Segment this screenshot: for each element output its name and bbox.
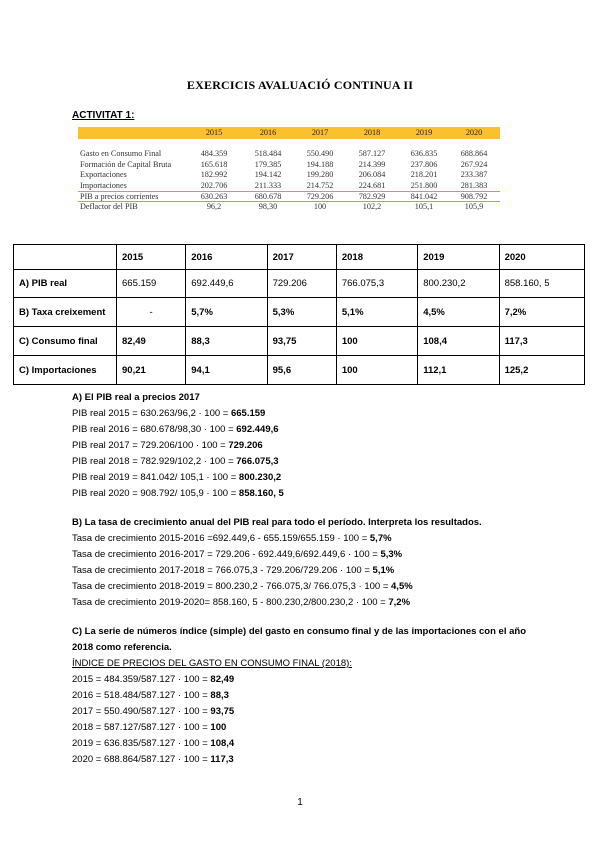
source-table-header	[78, 127, 500, 139]
source-cell: 218.201	[410, 170, 438, 179]
section-b-heading: B) La tasa de crecimiento anual del PIB real para todo el período. Interpreta los resultados.	[72, 517, 482, 528]
source-cell: 96,2	[206, 201, 222, 211]
source-cell: 105,1	[414, 201, 434, 211]
results-row-label: C) Consumo final	[14, 327, 117, 356]
results-row-label: A) PIB real	[14, 270, 117, 298]
source-row-exportaciones	[78, 170, 500, 181]
results-cell: 82,49	[117, 327, 186, 356]
source-cell: 267.924	[460, 159, 488, 169]
results-row-importaciones	[14, 356, 585, 385]
source-cell: 194.142	[254, 170, 282, 179]
source-cell: 182.992	[200, 170, 228, 179]
results-header-empty	[14, 245, 117, 270]
section-a	[72, 390, 284, 502]
section-b	[72, 515, 482, 611]
calc-text: 2017 = 550.490/587.127 · 100 =	[72, 706, 211, 717]
source-year: 2015	[205, 128, 223, 137]
calc-result: 858.160, 5	[238, 488, 284, 499]
source-cell: 179.385	[254, 159, 282, 169]
source-row-consumo	[78, 149, 500, 160]
calc-text: 2019 = 636.835/587.127 · 100 =	[72, 738, 211, 749]
source-cell: 550.490	[306, 149, 334, 158]
source-row-label: Importaciones	[80, 180, 127, 190]
source-cell: 98,30	[258, 201, 278, 211]
calc-line	[72, 454, 284, 470]
results-cell: 117,3	[499, 327, 584, 356]
results-cell: 95,6	[267, 356, 336, 385]
calc-result: 5,1%	[372, 565, 395, 576]
source-year: 2016	[259, 128, 277, 137]
calc-line	[72, 486, 284, 502]
results-cell: 5,7%	[186, 298, 267, 327]
calc-result: 729.206	[228, 440, 263, 451]
calc-result: 117,3	[210, 754, 234, 765]
source-row-deflactor	[78, 202, 500, 213]
calc-text: Tasa de crecimiento 2019-2020= 858.160, 5 - 800.230,2/800.230,2 · 100 =	[72, 597, 389, 608]
results-row-label: C) Importaciones	[14, 356, 117, 385]
source-cell: 587.127	[358, 149, 386, 158]
calc-result: 108,4	[210, 738, 235, 749]
calc-line	[72, 438, 284, 454]
results-cell: 88,3	[186, 327, 267, 356]
results-cell: 665.159	[117, 270, 186, 298]
calc-line	[72, 595, 482, 611]
calc-line	[72, 563, 482, 579]
calc-line	[72, 688, 526, 704]
source-cell: 194.188	[306, 159, 334, 169]
source-cell: 630.263	[200, 192, 228, 201]
results-cell: 4,5%	[418, 298, 499, 327]
source-cell: 199.280	[306, 170, 334, 179]
calc-result: 82,49	[210, 674, 235, 685]
calc-text: Tasa de crecimiento 2017-2018 = 766.075,3 - 729.206/729.206 · 100 =	[72, 565, 373, 576]
calc-text: PIB real 2019 = 841.042/ 105,1 · 100 =	[72, 472, 239, 483]
section-c	[72, 624, 526, 768]
results-cell: 7,2%	[499, 298, 584, 327]
results-table	[13, 244, 585, 385]
calc-text: 2020 = 688.864/587.127 · 100 =	[72, 754, 211, 765]
source-table	[78, 127, 500, 212]
results-cell: 94,1	[186, 356, 267, 385]
calc-result: 100	[210, 722, 227, 733]
section-c-heading-cont: 2018 como referencia.	[72, 642, 172, 653]
calc-line	[72, 736, 526, 752]
activity-heading: ACTIVITAT 1:	[72, 110, 135, 121]
calc-text: 2018 = 587.127/587.127 · 100 =	[72, 722, 211, 733]
results-cell: 5,3%	[267, 298, 336, 327]
results-header-year: 2019	[418, 245, 499, 270]
source-cell: 688.864	[460, 149, 488, 158]
source-cell: 908.792	[460, 192, 488, 201]
source-cell: 165.618	[200, 159, 228, 169]
calc-result: 692.449,6	[236, 424, 279, 435]
source-row-label: Formación de Capital Bruta	[80, 159, 172, 169]
source-year: 2019	[415, 128, 433, 137]
calc-result: 5,3%	[380, 549, 403, 560]
calc-result: 88,3	[210, 690, 229, 701]
results-header-year: 2015	[117, 245, 186, 270]
calc-line	[72, 422, 284, 438]
results-cell: 766.075,3	[336, 270, 417, 298]
source-row-label: Deflactor del PIB	[80, 201, 138, 211]
results-cell: -	[117, 298, 186, 327]
source-year: 2017	[311, 128, 329, 137]
results-row-label: B) Taxa creixement	[14, 298, 117, 327]
calc-line	[72, 406, 284, 422]
results-cell: 93,75	[267, 327, 336, 356]
calc-result: 4,5%	[391, 581, 413, 592]
calc-text: PIB real 2015 = 630.263/96,2 · 100 =	[72, 408, 231, 419]
results-cell: 90,21	[117, 356, 186, 385]
calc-text: Tasa de crecimiento 2015-2016 =692.449,6 - 655.159/655.159 · 100 =	[72, 533, 370, 544]
results-header-row	[14, 245, 585, 270]
calc-text: Tasa de crecimiento 2018-2019 = 800.230,2 - 766.075,3/ 766.075,3 · 100 =	[72, 581, 392, 592]
source-cell: 484.359	[200, 149, 228, 158]
source-cell: 211.333	[254, 180, 282, 190]
results-header-year: 2020	[499, 245, 584, 270]
results-cell: 100	[336, 356, 417, 385]
section-a-heading: A) El PIB real a precios 2017	[72, 392, 200, 403]
calc-line	[72, 672, 526, 688]
calc-text: 2016 = 518.484/587.127 · 100 =	[72, 690, 211, 701]
source-cell: 237.806	[410, 159, 438, 169]
calc-result: 5,7%	[369, 533, 392, 544]
source-cell: 281.383	[460, 180, 488, 190]
calc-text: PIB real 2020 = 908.792/ 105,9 · 100 =	[72, 488, 239, 499]
source-cell: 224.681	[358, 180, 386, 190]
calc-text: PIB real 2018 = 782.929/102,2 · 100 =	[72, 456, 237, 467]
results-header-year: 2017	[267, 245, 336, 270]
source-cell: 206.084	[358, 170, 386, 179]
source-row-importaciones	[78, 181, 500, 192]
document-title: EXERCICIS AVALUACIÓ CONTINUA II	[186, 78, 414, 92]
source-cell: 729.206	[306, 192, 334, 201]
results-header-year: 2016	[186, 245, 267, 270]
source-cell: 680.678	[254, 192, 282, 201]
results-cell: 5,1%	[336, 298, 417, 327]
calc-text: PIB real 2017 = 729.206/100 · 100 =	[72, 440, 229, 451]
calc-line	[72, 547, 482, 563]
page-number: 1	[297, 797, 303, 808]
results-header-year: 2018	[336, 245, 417, 270]
results-cell: 112,1	[418, 356, 499, 385]
source-cell: 214.399	[358, 159, 386, 169]
calc-line	[72, 579, 482, 595]
results-cell: 108,4	[418, 327, 499, 356]
results-cell: 800.230,2	[418, 270, 499, 298]
section-c-heading: C) La serie de números índice (simple) del gasto en consumo final y de las importaciones con el año	[72, 626, 527, 637]
calc-text: 2015 = 484.359/587.127 · 100 =	[72, 674, 211, 685]
source-cell: 105,9	[464, 201, 484, 211]
calc-result: 800.230,2	[238, 472, 282, 483]
source-year: 2020	[465, 128, 483, 137]
results-cell: 125,2	[499, 356, 584, 385]
calc-line	[72, 752, 526, 768]
source-cell: 202.706	[200, 180, 228, 190]
source-row-pib	[78, 191, 500, 202]
calc-text: PIB real 2016 = 680.678/98,30 · 100 =	[72, 424, 237, 435]
source-cell: 214.752	[306, 180, 334, 190]
calc-line	[72, 470, 284, 486]
section-c-subheading: ÍNDICE DE PRECIOS DEL GASTO EN CONSUMO FINAL (2018):	[72, 658, 352, 669]
results-cell: 729.206	[267, 270, 336, 298]
source-cell: 251.800	[410, 180, 438, 190]
calc-line	[72, 720, 526, 736]
results-row-consumo	[14, 327, 585, 356]
calc-result: 766.075,3	[236, 456, 279, 467]
source-row-formacion	[78, 160, 500, 171]
results-row-taxa	[14, 298, 585, 327]
calc-text: Tasa de crecimiento 2016-2017 = 729.206 - 692.449,6/692.449,6 · 100 =	[72, 549, 381, 560]
source-cell: 782.929	[358, 192, 386, 201]
source-cell: 518.484	[254, 149, 282, 158]
calc-result: 93,75	[210, 706, 235, 717]
source-cell: 100	[313, 201, 327, 211]
source-cell: 841.042	[410, 192, 438, 201]
calc-line	[72, 704, 526, 720]
results-cell: 858.160, 5	[499, 270, 584, 298]
results-cell: 692.449,6	[186, 270, 267, 298]
source-cell: 636.835	[410, 149, 438, 158]
calc-line	[72, 531, 482, 547]
source-row-label: Gasto en Consumo Final	[80, 149, 162, 158]
source-row-label: Exportaciones	[80, 170, 127, 179]
calc-result: 7,2%	[388, 597, 411, 608]
results-cell: 100	[336, 327, 417, 356]
source-cell: 233.387	[460, 170, 488, 179]
calc-result: 665.159	[230, 408, 266, 419]
source-row-label: PIB a precios corrientes	[80, 192, 159, 201]
source-cell: 102,2	[362, 201, 382, 211]
source-year: 2018	[363, 128, 381, 137]
results-row-pib-real	[14, 270, 585, 298]
